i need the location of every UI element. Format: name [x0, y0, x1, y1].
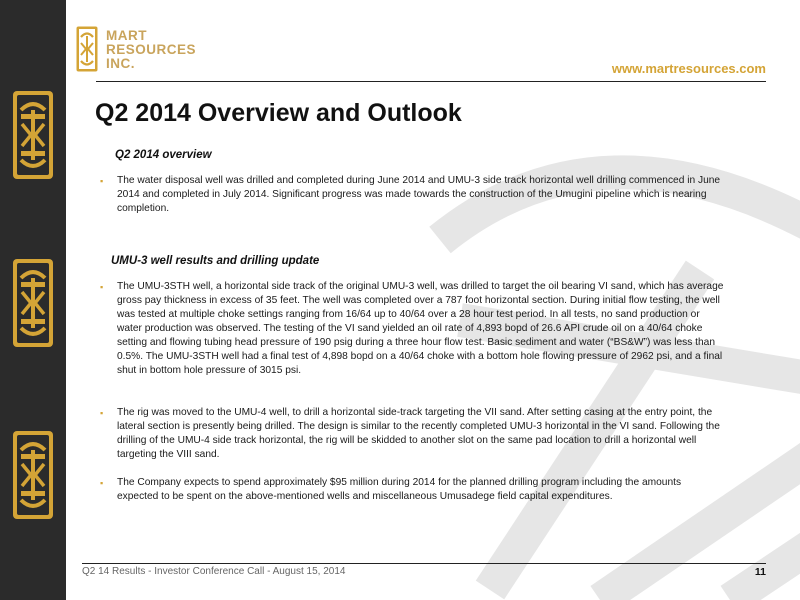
brand-line-3: INC. [106, 56, 135, 71]
footer-divider [82, 563, 766, 564]
mart-logo-icon [12, 90, 54, 180]
mart-logo-icon [12, 258, 54, 348]
footer-caption: Q2 14 Results - Investor Conference Call - August 15, 2014 [82, 566, 346, 577]
left-strip [0, 0, 66, 600]
mart-logo-icon [76, 26, 98, 72]
mart-logo-icon [12, 430, 54, 520]
page-title: Q2 2014 Overview and Outlook [95, 99, 462, 127]
brand-logo [76, 26, 226, 76]
brand-name [106, 29, 196, 71]
bullet-item: ▪ The Company expects to spend approximately $95 million during 2014 for the planned drilling program including the amounts expected to be spent on the above-mentioned wells and miscellaneous Umusadege field capital expenditures. [100, 476, 725, 518]
section-heading-drilling-update: UMU-3 well results and drilling update [111, 255, 320, 267]
drilling-bullet-list [100, 280, 725, 518]
overview-bullet-list [100, 174, 725, 216]
website-link[interactable]: www.martresources.com [611, 61, 766, 76]
header-divider [96, 81, 766, 82]
bullet-item: ▪ The water disposal well was drilled and completed during June 2014 and UMU-3 side track horizontal well drilling commenced in June 2014 and completed in July 2014. Significant progress was made towards the construction of the Umugini pipeline which is nearing completion. [100, 174, 725, 216]
bullet-item: ▪ The rig was moved to the UMU-4 well, to drill a horizontal side-track targeting the VII sand. After setting casing at the entry point, the lateral section is presently being drilled. The design is similar to the recently completed UMU-3 horizontal in the VI sand. Following the drilling of the UMU-4 side track horizontal, the rig will be skidded to another slot on the same pad location to drill a horizontal well targeting the VIII sand. [100, 406, 725, 476]
page-number: 11 [754, 566, 766, 578]
brand-line-2: RESOURCES [106, 42, 197, 57]
brand-line-1: MART [106, 28, 147, 43]
bullet-item: ▪ The UMU-3STH well, a horizontal side track of the original UMU-3 well, was drilled to target the oil bearing VI sand, which has average gross pay thickness in excess of 35 feet. The well was completed over a 787 foot horizontal section. During initial flow testing, the well was tested at multiple choke settings ranging from 16/64 up to 40/64 over a 28 hour test period. In all tests, no sand production or water production was observed. The testing of the VI sand yielded an oil rate of 4,893 bopd of 26.6 API crude oil on a 40/64 choke setting and flowing tubing head pressure of 190 psig during a three hour flow test. Basic sediment and water (“BS&W”) was less than 0.5%. The UMU-3STH well had a final test of 4,898 bopd on a 40/64 choke with a bottom hole flowing pressure of 2962 psi, and a final shut in bottom hole pressure of 3015 psi. [100, 280, 725, 406]
section-heading-overview: Q2 2014 overview [115, 149, 212, 161]
